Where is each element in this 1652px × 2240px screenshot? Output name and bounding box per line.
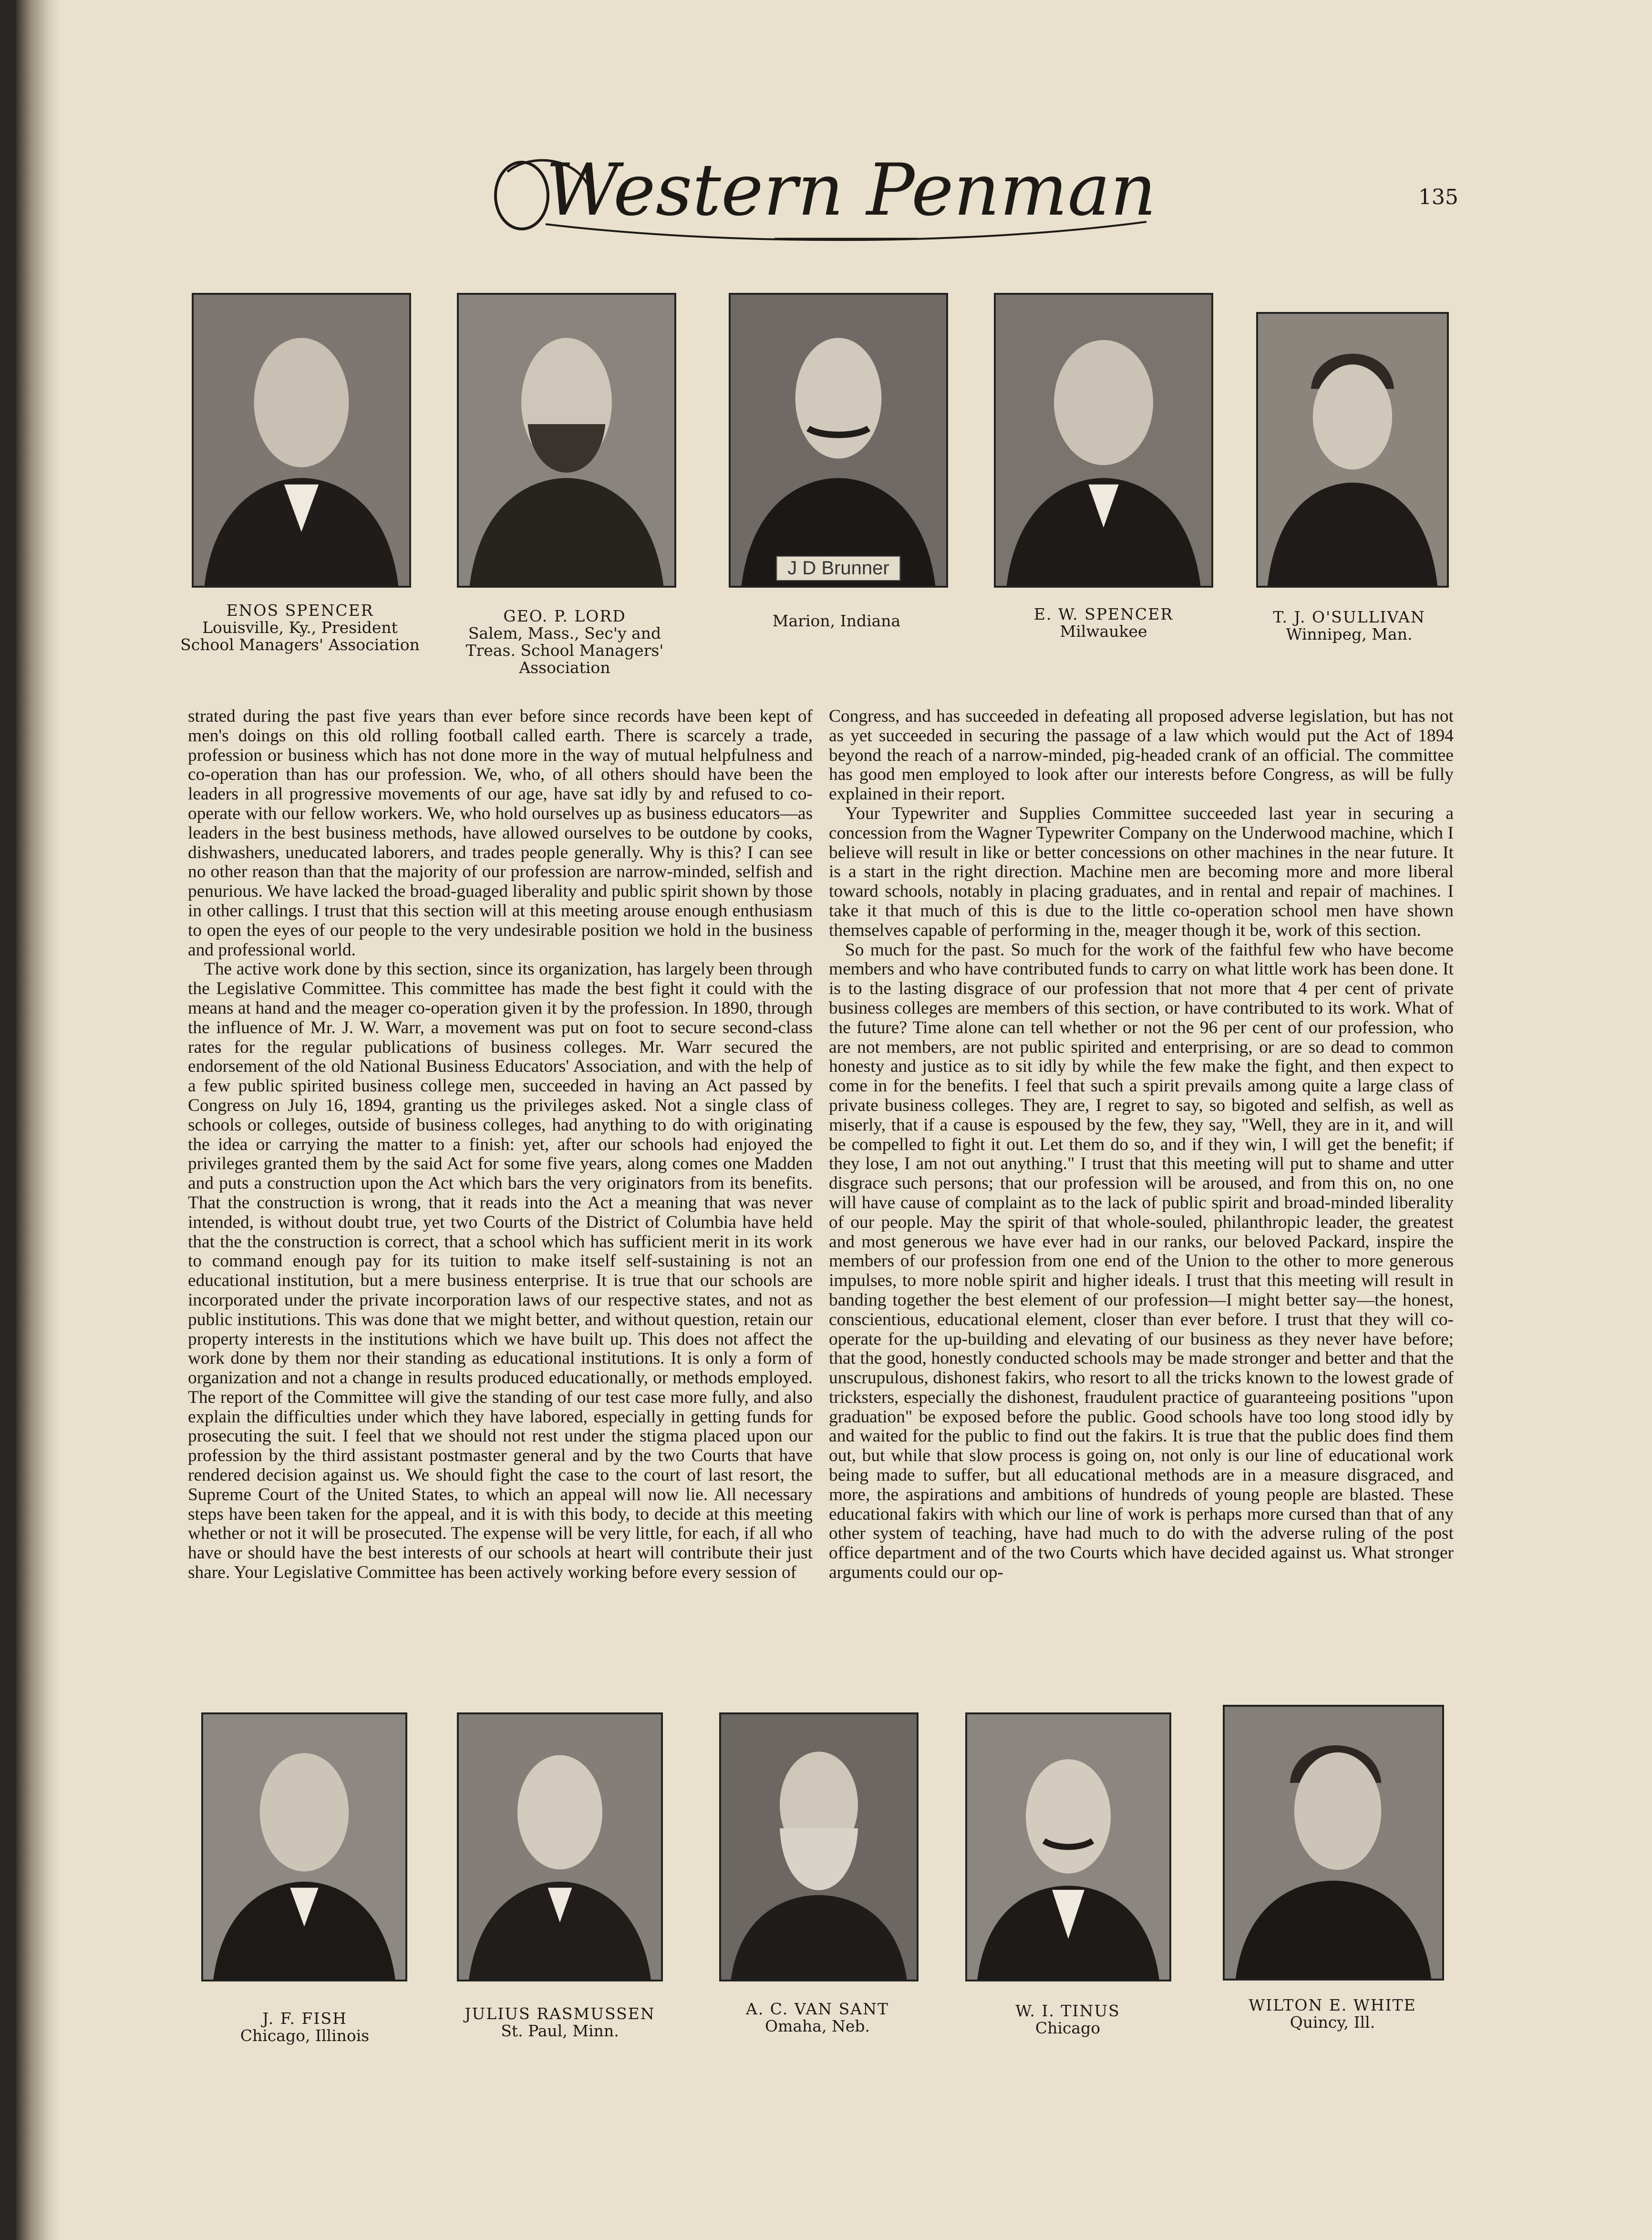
portrait-caption — [1208, 1997, 1456, 2031]
article-paragraph: So much for the past. So much for the work of the faithful few who have become members and who have contributed funds to carry on what little work has been done. It is to the lasting disgrace of our profession that not more that 4 per cent of private business colleges are members of this section, or have contributed to its work. What of the future? Time alone can tell whether or not the 96 per cent of our profession, who are not members, are not public spirited and enterprising, or are so dead to common honesty and justice as to sit idly by while the few make the fight, and then expect to come in for the benefits. I feel that such a spirit prevails among quite a large class of private business colleges. They are, I regret to say, so bigoted and selfish, as well as miserly, that if a cause is espoused by the few, they say, "Well, they are in it, and will be compelled to fight it out. Let them do so, and if they win, I will get the benefit; if they lose, I am not out anything." I trust that this meeting will put to shame and utter disgrace such persons; that our profession will be aroused, and from this on, no one will have cause of complaint as to the lack of public spirit and broad-minded liberality of our people. May the spirit of that whole-souled, philanthropic leader, the greatest and most generous we have ever had in our ranks, our beloved Packard, inspire the members of our profession from one end of the Union to the other to more generous impulses, to more noble spirit and higher ideals. I trust that this meeting will result in banding together the best element of our profession—I might better say—the honest, conscientious, educational element, closer than ever before. I trust that they will co-operate for the up-building and elevating of our business as they never have before; that the good, honestly conducted schools may be made stronger and better and that the unscrupulous, dishonest fakirs, who resort to all the tricks known to the lowest grade of tricksters, especially the dishonest, fraudulent practice of guaranteeing positions "upon graduation" be exposed before the public. Good schools have too long stood idly by and waited for the public to find out the fakirs. It is true that the public does find them out, but while that slow process is going on, not only is our line of educational work being made to suffer, but all educational methods are in a measure disgraced, and more, the aspirations and ambitions of hundreds of young people are blasted. These educational fakirs with which our line of work is perhaps more cursed than that of any other system of teaching, have had much to do with the adverse ruling of the post office department and of the two Courts which have decided against us. What stronger arguments could our op- — [829, 940, 1454, 1583]
page-number: 135 — [1418, 185, 1458, 209]
person-name: ENOS SPENCER — [226, 601, 374, 620]
person-name: E. W. SPENCER — [1033, 605, 1174, 623]
portrait-caption — [703, 2001, 932, 2035]
article-paragraph: strated during the past five years than ever before since records have been kept of men's doings on this old rolling football called earth. There is scarcely a trade, profession or business which has not done more in the way of mutual helpfulness and co-operation than has our profession. We, who, of all others should have been the leaders in all progressive movements of our age, have sat idly by and refused to co-operate with our fellow workers. We, who hold ourselves up as business educators—as leaders in the best business methods, have allowed ourselves to be outdone by cooks, dishwashers, uneducated laborers, and trades people generally. Why is this? I can see no other reason than that the majority of our profession are narrow-minded, selfish and penurious. We have lacked the broad-guaged liberality and public spirit shown by those in other callings. I trust that this section will at this meeting arouse enough enthusiasm to open the eyes of our people to the very undesirable position we hold in the business and professional world. — [188, 706, 813, 960]
portrait-photo — [719, 1712, 919, 1981]
portrait-photo — [1256, 312, 1449, 588]
person-details: Chicago — [1035, 2019, 1101, 2037]
portrait-photo — [457, 293, 676, 588]
person-name: WILTON E. WHITE — [1249, 1996, 1416, 2014]
article-column-right — [829, 707, 1454, 1583]
page-binding-shadow — [16, 0, 60, 2240]
portrait-caption — [956, 2002, 1180, 2037]
person-name: A. C. VAN SANT — [746, 2000, 889, 2018]
magazine-page — [16, 0, 1652, 2240]
portrait-photo — [201, 1712, 407, 1981]
article-column-left — [188, 707, 813, 1583]
portrait-photo — [994, 293, 1213, 588]
person-details: Winnipeg, Man. — [1286, 625, 1413, 643]
person-name: J. F. FISH — [262, 2009, 347, 2028]
person-details: Salem, Mass., Sec'y and Treas. School Managers' Association — [465, 624, 664, 677]
svg-text:Western Penman: Western Penman — [546, 149, 1156, 232]
portrait-caption — [178, 602, 422, 653]
portrait-photo — [1223, 1705, 1444, 1981]
article-paragraph: Your Typewriter and Supplies Committee succeeded last year in securing a concession from the Wagner Typewriter Company on the Underwood machine, which I believe will result in like or better concessions on other machines in the near future. It is a start in the right direction. Machine men are becoming more and more liberal toward schools, notably in placing graduates, and in rental and repair of machines. I take it that much of this is due to the little co-operation school men have shown themselves capable of performing in the, meager though it be, work of this section. — [829, 803, 1454, 940]
portrait-caption — [717, 612, 956, 630]
portrait-photo — [965, 1712, 1171, 1981]
person-details: Chicago, Illinois — [240, 2026, 370, 2045]
portrait-photo — [192, 293, 411, 588]
person-details: Milwaukee — [1060, 622, 1147, 641]
person-name: JULIUS RASMUSSEN — [465, 2004, 655, 2023]
person-name: W. I. TINUS — [1015, 2001, 1120, 2020]
portrait-caption — [984, 606, 1223, 640]
person-details: St. Paul, Minn. — [501, 2022, 619, 2040]
portrait-photo — [729, 293, 948, 588]
portrait-caption — [193, 2010, 417, 2044]
article-paragraph: Congress, and has succeeded in defeating all proposed adverse legislation, but has not as yet succeeded in securing the passage of a law which would put the Act of 1894 beyond the reach of a narrow-minded, pig-headed crank of an official. The committee has good men employed to look after our interests before Congress, as will be fully explained in their report. — [829, 706, 1454, 804]
masthead-logo — [488, 143, 1204, 258]
person-name: T. J. O'SULLIVAN — [1273, 608, 1425, 626]
article-paragraph: The active work done by this section, since its organization, has largely been through the Legislative Committee. This committee has made the best fight it could with the means at hand and the meager co-operation given it by the profession. In 1890, through the influence of Mr. J. W. Warr, a movement was put on foot to secure second-class rates for the regular publications of business colleges. Mr. Warr secured the endorsement of the old National Business Educators' Association, and with the help of a few public spirited business college men, succeeded in having an Act passed by Congress on July 16, 1894, granting us the privileges asked. Not a single class of schools or colleges, outside of business colleges, had anything to do with originating the idea or carrying the matter to a finish: yet, after our schools had enjoyed the privileges granted them by the said Act for some five years, along comes one Madden and puts a construction upon the Act which bars the very originators from its benefits. That the construction is wrong, that it reads into the Act a meaning that was never intended, is without doubt true, yet two Courts of the District of Columbia have held that the the construction is correct, that a school which has sufficient merit in its work to command enough pay for its tuition to make itself self-sustaining is not an educational institution, but a mere business enterprise. It is true that our schools are incorporated under the private incorporation laws of our respective states, and not as public institutions. This was done that we might better, and without question, retain our property interests in the institutions which we have built up. This does not affect the work done by them nor their standing as educational institutions. It is only a form of organization and not a change in results produced educationally, or methods employed. The report of the Committee will give the standing of our test case more fully, and also explain the difficulties under which they have labored, especially in getting funds for prosecuting the suit. I feel that we should not rest under the stigma placed upon our profession by the third assistant postmaster general and by the two Courts that have rendered decision against us. We should fight the case to the court of last resort, the Supreme Court of the United States, to which an appeal will now lie. All necessary steps have been taken for the appeal, and it is with this body, to decide at this meeting whether or not it will be prosecuted. The expense will be very little, for each, if all who have or should have the best interests of our schools at heart will contribute their just share. Your Legislative Committee has been actively working before every session of — [188, 959, 813, 1583]
person-name: GEO. P. LORD — [503, 607, 626, 625]
portrait-caption — [1237, 609, 1461, 643]
person-details: Louisville, Ky., President School Managers' Association — [180, 618, 420, 654]
portrait-caption — [445, 2005, 674, 2040]
portrait-caption — [445, 608, 684, 676]
person-details: Quincy, Ill. — [1290, 2013, 1375, 2032]
portrait-photo — [457, 1712, 663, 1981]
person-details: Marion, Indiana — [772, 612, 901, 630]
photo-signature: J D Brunner — [776, 556, 900, 581]
person-details: Omaha, Neb. — [765, 2017, 870, 2035]
